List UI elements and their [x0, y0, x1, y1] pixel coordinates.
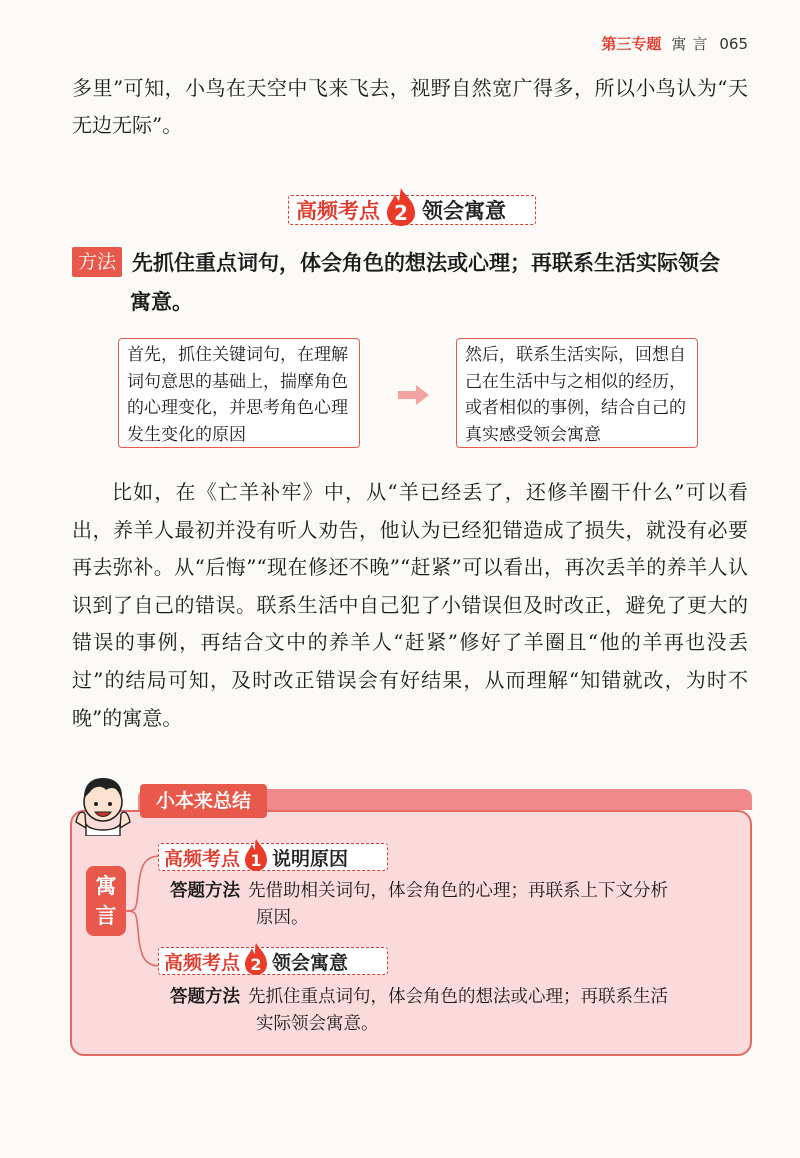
- summary-key-point-topic: 领会寓意: [272, 951, 349, 974]
- key-point-label: 高频考点: [296, 199, 380, 223]
- step-box-first: 首先，抓住关键词句，在理解词句意思的基础上，揣摩角色的心理变化，并思考角色心理发生变化的原因: [118, 338, 360, 448]
- summary-title: 小本来总结: [140, 784, 267, 818]
- mascot-icon: [72, 772, 134, 836]
- step-box-second: 然后，联系生活实际，回想自己在生活中与之相似的经历，或者相似的事例，结合自己的真实感受领会寓意: [456, 338, 698, 448]
- key-point-number: 2: [394, 201, 408, 225]
- answer-method-text: 先抓住重点词句，体会角色的想法或心理；再联系生活: [248, 987, 668, 1007]
- topic-label: 寓言: [671, 35, 714, 53]
- method-text-continued: 寓意。: [130, 290, 193, 314]
- summary-answer-2: [170, 984, 730, 1038]
- category-tag: 寓言: [86, 866, 126, 936]
- answer-method-text: 先借助相关词句，体会角色的心理；再联系上下文分析: [248, 881, 668, 901]
- page-number: 065: [719, 35, 748, 53]
- method-tag: 方法: [72, 247, 122, 277]
- section-label: 第三专题: [601, 35, 662, 53]
- key-point-banner: [288, 189, 506, 225]
- summary-key-point-2: [158, 944, 348, 974]
- summary-key-point-label: 高频考点: [164, 951, 241, 974]
- summary-key-point-topic: 说明原因: [272, 847, 349, 870]
- answer-method-label: 答题方法: [170, 987, 240, 1007]
- summary-key-point-number: 2: [250, 955, 262, 974]
- summary-key-point-1: [158, 840, 348, 870]
- flame-number-icon: [243, 838, 269, 872]
- summary-key-point-label: 高频考点: [164, 847, 241, 870]
- method-text: 先抓住重点词句，体会角色的想法或心理；再联系生活实际领会: [132, 251, 721, 275]
- example-paragraph: 比如，在《亡羊补牢》中，从“羊已经丢了，还修羊圈干什么”可以看出，养羊人最初并没有听人劝告，他认为已经犯错造成了损失，就没有必要再去弥补。从“后悔”“现在修还不晚”“赶紧”可以看出，再次丢羊的养羊人认识到了自己的错误。联系生活中自己犯了小错误但及时改正，避免了更大的错误的事例，再结合文中的养羊人“赶紧”修好了羊圈且“他的羊再也没丢过”的结局可知，及时改正错误会有好结果，从而理解“知错就改，为时不晚”的寓意。: [72, 480, 748, 730]
- intro-paragraph: 多里”可知，小鸟在天空中飞来飞去，视野自然宽广得多，所以小鸟认为“天无边无际”。: [72, 76, 748, 137]
- right-arrow-icon: [396, 384, 430, 406]
- flame-number-icon: [243, 942, 269, 976]
- answer-method-text-cont: 原因。: [256, 908, 309, 928]
- flame-number-icon: [384, 187, 418, 227]
- summary-answer-1: [170, 878, 730, 932]
- answer-method-label: 答题方法: [170, 881, 240, 901]
- key-point-topic: 领会寓意: [422, 199, 506, 223]
- summary-section: [70, 772, 752, 1056]
- summary-key-point-number: 1: [250, 851, 262, 870]
- bracket-connector: [122, 852, 162, 970]
- answer-method-text-cont: 实际领会寓意。: [256, 1014, 379, 1034]
- method-line: [72, 240, 762, 286]
- page-header: [601, 33, 748, 54]
